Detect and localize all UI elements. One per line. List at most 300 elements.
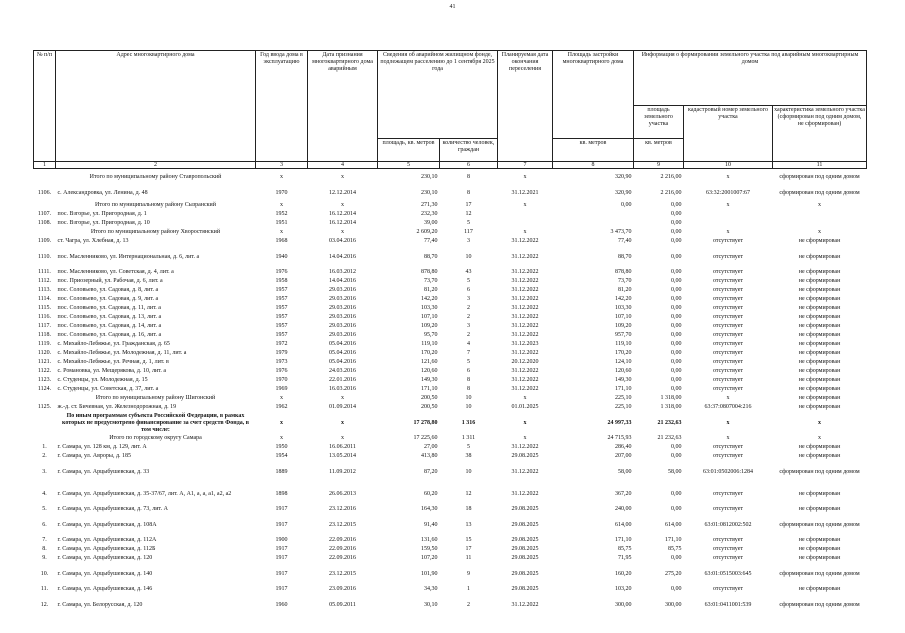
planned-date: 31.12.2022 (511, 305, 539, 311)
column-number: 6 (440, 162, 498, 169)
header-year: Год ввода дома в эксплуатацию (256, 51, 308, 162)
row-number (34, 201, 56, 210)
row-number: 5. (42, 506, 47, 512)
people-count: 5 (467, 278, 470, 284)
building-area: 957,70 (615, 332, 632, 338)
cadastral-number: x (726, 435, 730, 441)
row-number: 1112. (37, 278, 52, 284)
row-number: 1106. (37, 189, 52, 196)
building-area (553, 219, 634, 228)
address: г. Самара, ул. 128 км, д. 129, лит. А (57, 444, 147, 450)
table-row (34, 452, 867, 461)
address: пос. Соловьево, ул. Садовая, д. 8, лит. а (57, 287, 159, 293)
year-built: x (280, 419, 283, 426)
cadastral-number: 63:01:0515003:645 (704, 570, 752, 577)
emergency-date: 05.04.2016 (329, 341, 356, 347)
planned-date: 31.12.2022 (511, 269, 539, 275)
people-count: 17 (465, 546, 472, 552)
land-area: 0,00 (671, 555, 682, 561)
people-count: 4 (467, 341, 470, 347)
year-built: x (280, 229, 283, 235)
table-row (34, 210, 867, 219)
table-row (34, 443, 867, 452)
people-count: 8 (467, 173, 470, 180)
address: Итого по муниципальному району Шигонский (95, 395, 216, 401)
row-number (34, 412, 56, 434)
land-characteristic: сформирован под одним домом (779, 173, 860, 180)
people-count: 3 (467, 296, 470, 302)
year-built: 1973 (275, 359, 288, 365)
area: 230,10 (421, 173, 438, 180)
year-built: 1979 (275, 350, 288, 356)
cadastral-number: 63:01:0812002:502 (704, 521, 752, 528)
people-count: 11 (465, 555, 472, 561)
cadastral-number: x (726, 202, 730, 208)
land-area: 171,10 (665, 537, 682, 543)
people-count: 3 (467, 238, 470, 244)
land-characteristic: не сформирован (798, 506, 841, 512)
land-area: 1 318,00 (660, 395, 682, 401)
table-row (34, 563, 867, 585)
land-characteristic: не сформирован (798, 444, 841, 450)
land-area: 0,00 (671, 341, 682, 347)
land-characteristic: не сформирован (798, 238, 841, 244)
address: ж.-д. ст. Бичевная, ул. Железнодорожная, д. 19 (57, 404, 177, 410)
emergency-date: 12.12.2014 (329, 189, 356, 196)
people-count: 10 (465, 253, 472, 260)
column-number: 4 (308, 162, 378, 169)
address: г. Самара, ул. Авроры, д. 185 (57, 453, 132, 459)
area: 413,80 (421, 453, 438, 459)
header-land-area: площадь земельного участка (634, 106, 684, 139)
land-area: 85,75 (668, 546, 682, 552)
land-area: 2 216,00 (660, 189, 682, 196)
row-number: 12. (40, 601, 49, 608)
land-characteristic: не сформирован (798, 350, 841, 356)
table-row (34, 536, 867, 545)
row-number: 1108. (37, 220, 52, 226)
building-area: 73,70 (618, 278, 632, 284)
address: пос. Соловьево, ул. Садовая, д. 11, лит. а (57, 305, 161, 311)
people-count: 2 (467, 332, 470, 338)
people-count: 2 (467, 314, 470, 320)
land-area: 0,00 (671, 305, 682, 311)
land-characteristic: не сформирован (798, 278, 841, 284)
land-area: 0,00 (671, 238, 682, 244)
year-built: 1917 (275, 506, 288, 512)
planned-date: x (523, 173, 527, 180)
land-characteristic: x (818, 435, 822, 441)
area: 95,70 (424, 332, 438, 338)
building-area: 71,95 (618, 555, 632, 561)
emergency-date: 22.09.2016 (329, 546, 356, 552)
people-count: 6 (467, 287, 470, 293)
subtotal-row (34, 201, 867, 210)
land-characteristic: не сформирован (798, 359, 841, 365)
building-area: 0,00 (621, 202, 632, 208)
housing-table (33, 50, 867, 616)
land-characteristic: не сформирован (798, 341, 841, 347)
emergency-date: 03.04.2016 (329, 238, 356, 244)
land-area: 0,00 (671, 332, 682, 338)
people-count: 5 (467, 444, 470, 450)
emergency-date: 16.03.2012 (329, 269, 356, 275)
header-land-unit: кв. метров (634, 139, 684, 162)
planned-date: 31.12.2022 (511, 238, 539, 244)
year-built: x (280, 395, 283, 401)
column-number-row (34, 162, 867, 169)
emergency-date: 13.05.2014 (329, 453, 356, 459)
land-area: 0,00 (671, 296, 682, 302)
cadastral-number: отсутствует (712, 296, 743, 302)
people-count: 10 (465, 395, 472, 401)
address: с. Студенцы, ул. Советская, д. 37, лит. а (57, 386, 159, 392)
table-row (34, 237, 867, 246)
table-row (34, 403, 867, 412)
planned-date: 29.08.2025 (511, 506, 539, 512)
header-cadastral: кадастровый номер земельного участка (684, 106, 773, 162)
people-count: 17 (465, 202, 472, 208)
land-characteristic: не сформирован (798, 386, 841, 392)
land-area: 0,00 (671, 314, 682, 320)
emergency-date: x (341, 419, 344, 426)
row-number: 1125. (37, 404, 52, 410)
row-number: 1113. (37, 287, 52, 293)
address: г. Самара, ул. Арцыбушевская, д. 120 (57, 555, 153, 561)
cadastral-number: 63:01:0411001:539 (704, 601, 752, 608)
planned-date: 31.12.2022 (511, 296, 539, 302)
cadastral-number: x (726, 395, 730, 401)
land-characteristic: не сформирован (798, 404, 841, 410)
year-built: 1951 (275, 220, 288, 226)
page-number: 41 (449, 4, 456, 10)
building-area: 120,60 (615, 368, 632, 374)
year-built: 1917 (275, 586, 288, 592)
land-characteristic: не сформирован (798, 305, 841, 311)
planned-date: 31.12.2022 (511, 444, 539, 450)
year-built: x (280, 202, 283, 208)
column-number: 9 (634, 162, 684, 169)
address: пос. Приозерный, ул. Рабочая, д. 6, лит. а (57, 278, 163, 284)
land-characteristic: сформирован под одним домом (779, 189, 860, 196)
row-number: 1114. (37, 296, 52, 302)
area: 107,20 (421, 555, 438, 561)
land-area: 2 216,00 (660, 173, 682, 180)
planned-date: 20.12.2020 (511, 359, 539, 365)
building-area: 367,20 (615, 490, 632, 497)
people-count: 9 (467, 570, 470, 577)
address: пос. Взгорье, ул. Пригородная, д. 1 (57, 211, 147, 217)
table-row (34, 246, 867, 268)
land-characteristic: не сформирован (798, 453, 841, 459)
land-characteristic: не сформирован (798, 377, 841, 383)
row-number (34, 228, 56, 237)
emergency-date: 29.03.2016 (329, 323, 356, 329)
address: ст. Чагра, ул. Хлебная, д. 13 (57, 238, 129, 244)
building-area: 225,10 (615, 395, 632, 401)
address: пос. Соловьево, ул. Садовая, д. 16, лит. а (57, 332, 162, 338)
planned-date: 29.08.2025 (511, 521, 539, 528)
address: с. Михайло-Лебяжье, ул. Гражданская, д. 65 (57, 341, 170, 347)
land-area: 0,00 (671, 269, 682, 275)
land-area: 0,00 (671, 586, 682, 592)
area: 34,30 (424, 586, 438, 592)
table-row (34, 313, 867, 322)
header-building-unit: кв. метров (553, 139, 634, 162)
column-number: 1 (34, 162, 56, 169)
row-number: 1115. (37, 305, 52, 311)
area: 73,70 (424, 278, 438, 284)
planned-date: 29.08.2025 (511, 453, 539, 459)
building-area: 119,10 (615, 341, 632, 347)
row-number: 4. (42, 490, 47, 497)
people-count: 10 (465, 404, 472, 410)
cadastral-number: отсутствует (712, 238, 743, 244)
emergency-date: 23.12.2016 (329, 506, 356, 512)
table-row (34, 585, 867, 594)
land-area: 0,00 (671, 229, 682, 235)
land-area: 0,00 (671, 253, 682, 260)
row-number: 9. (42, 555, 47, 561)
address: г. Самара, ул. Белорусская, д. 120 (57, 601, 143, 608)
area: 149,30 (421, 377, 438, 383)
people-count: 1 (467, 586, 470, 592)
building-area: 160,20 (615, 570, 632, 577)
year-built: 1954 (275, 453, 288, 459)
cadastral-number: отсутствует (712, 305, 743, 311)
table-row (34, 505, 867, 514)
address: с. Михайло-Лебяжье, ул. Речная, д. 1, лит. в (57, 359, 169, 365)
emergency-date: 22.09.2016 (329, 537, 356, 543)
area: 230,10 (421, 189, 438, 196)
land-characteristic: x (818, 229, 822, 235)
cadastral-number: отсутствует (712, 332, 743, 338)
cadastral-number: отсутствует (712, 490, 743, 497)
emergency-date: 14.04.2016 (329, 253, 356, 260)
row-number: 1116. (37, 314, 52, 320)
row-number: 7. (42, 537, 47, 543)
emergency-date: 23.12.2015 (329, 521, 356, 528)
planned-date: 31.12.2022 (511, 386, 539, 392)
planned-date: 31.12.2022 (511, 468, 539, 475)
building-area: 58,00 (618, 468, 632, 475)
table-row (34, 376, 867, 385)
planned-date: x (523, 435, 527, 441)
table-row (34, 219, 867, 228)
year-built: 1976 (275, 368, 288, 374)
area: 101,90 (421, 570, 438, 577)
land-area: 0,00 (671, 359, 682, 365)
building-area: 103,30 (615, 305, 632, 311)
planned-date: 29.08.2025 (511, 537, 539, 543)
cadastral-number: отсутствует (712, 444, 743, 450)
planned-date: 31.12.2022 (511, 314, 539, 320)
cadastral-number: отсутствует (712, 555, 743, 561)
land-area: 0,00 (671, 490, 682, 497)
emergency-date: 16.12.2014 (329, 211, 356, 217)
land-area: 1 318,00 (660, 404, 682, 410)
area: 17 278,80 (413, 419, 438, 426)
address: пос. Соловьево, ул. Садовая, д. 14, лит. а (57, 323, 162, 329)
year-built: 1970 (275, 377, 288, 383)
table-row (34, 268, 867, 277)
subtotal-row (34, 412, 867, 434)
subtotal-row (34, 434, 867, 443)
cadastral-number: отсутствует (712, 278, 743, 284)
land-area: 0,00 (671, 453, 682, 459)
land-area: 0,00 (671, 377, 682, 383)
row-number: 1119. (37, 341, 52, 347)
emergency-date: x (341, 173, 344, 180)
column-number: 5 (378, 162, 440, 169)
planned-date: 31.12.2022 (511, 601, 539, 608)
people-count: 1 316 (461, 419, 476, 426)
building-area: 171,10 (615, 537, 632, 543)
row-number (34, 434, 56, 443)
people-count: 10 (465, 468, 472, 475)
year-built: 1917 (275, 570, 288, 577)
table-row (34, 461, 867, 483)
area: 121,60 (421, 359, 438, 365)
year-built: 1960 (275, 601, 288, 608)
cadastral-number: отсутствует (712, 546, 743, 552)
table-row (34, 185, 867, 201)
planned-date: 31.12.2022 (511, 350, 539, 356)
land-characteristic: не сформирован (798, 323, 841, 329)
emergency-date: 23.09.2016 (329, 586, 356, 592)
cadastral-number: отсутствует (712, 377, 743, 383)
address: Итого по муниципальному району Ставропольский (89, 173, 222, 180)
land-characteristic: не сформирован (798, 296, 841, 302)
area: 27,00 (424, 444, 438, 450)
people-count: 38 (465, 453, 472, 459)
land-characteristic: не сформирован (798, 546, 841, 552)
row-number: 2. (42, 453, 47, 459)
planned-date: x (523, 202, 527, 208)
year-built: 1972 (275, 341, 288, 347)
land-characteristic: сформирован под одним домом (779, 570, 860, 577)
emergency-date: 29.03.2016 (329, 296, 356, 302)
land-area: 300,00 (665, 601, 682, 608)
year-built: 1957 (275, 305, 288, 311)
area: 200,50 (421, 395, 438, 401)
area: 103,30 (421, 305, 438, 311)
land-area: 0,00 (671, 386, 682, 392)
area: 142,20 (421, 296, 438, 302)
land-characteristic (773, 219, 867, 228)
emergency-date: 16.03.2016 (329, 386, 356, 392)
address: г. Самара, ул. Арцыбушевская, д. 140 (57, 570, 153, 577)
land-characteristic: не сформирован (798, 555, 841, 561)
address: Итого по муниципальному району Хворостянский (90, 229, 221, 235)
planned-date: 31.12.2022 (511, 368, 539, 374)
building-area: 300,00 (615, 601, 632, 608)
year-built: 1917 (275, 555, 288, 561)
cadastral-number (684, 210, 773, 219)
area: 109,20 (421, 323, 438, 329)
emergency-date: x (341, 229, 344, 235)
row-number: 3. (42, 468, 47, 475)
planned-date: x (523, 229, 527, 235)
cadastral-number: отсутствует (712, 269, 743, 275)
land-characteristic: не сформирован (798, 490, 841, 497)
cadastral-number: отсутствует (712, 586, 743, 592)
building-area: 88,70 (618, 253, 632, 260)
planned-date: x (523, 419, 527, 426)
emergency-date: 23.12.2015 (329, 570, 356, 577)
planned-date: 31.12.2022 (511, 323, 539, 329)
land-characteristic: не сформирован (798, 368, 841, 374)
cadastral-number: отсутствует (712, 506, 743, 512)
building-area: 614,00 (615, 521, 632, 528)
area: 120,60 (421, 368, 438, 374)
land-characteristic: не сформирован (798, 287, 841, 293)
emergency-date: 29.03.2016 (329, 305, 356, 311)
address: пос. Соловьево, ул. Садовая, д. 9, лит. а (57, 296, 159, 302)
people-count: 18 (465, 506, 472, 512)
building-area: 878,80 (615, 269, 632, 275)
cadastral-number: x (726, 173, 730, 180)
building-area: 240,00 (615, 506, 632, 512)
people-count: 1 311 (461, 435, 476, 441)
header-address: Адрес многоквартирного дома (56, 51, 256, 162)
people-count: 6 (467, 368, 470, 374)
address: пос. Масленниково, ул. Интернациональная, д. 6, лит. а (57, 253, 200, 260)
row-number: 6. (42, 521, 47, 528)
land-area: 0,00 (671, 287, 682, 293)
header-housing-info: Сведения об аварийном жилищном фонде, подлежащем расселению до 1 сентября 2025 года (378, 51, 498, 139)
cadastral-number: отсутствует (712, 368, 743, 374)
year-built: 1957 (275, 314, 288, 320)
people-count: 5 (467, 220, 470, 226)
building-area: 170,20 (615, 350, 632, 356)
emergency-date: 01.09.2014 (329, 404, 356, 410)
building-area: 24 715,93 (607, 435, 632, 441)
table-row (34, 340, 867, 349)
planned-date: 29.08.2025 (511, 586, 539, 592)
area: 91,40 (424, 521, 438, 528)
address: г. Самара, ул. Арцыбушевская, д. 146 (57, 586, 153, 592)
people-count: 7 (467, 350, 470, 356)
land-characteristic: x (818, 202, 822, 208)
planned-date: 31.12.2022 (511, 332, 539, 338)
emergency-date: 14.04.2016 (329, 278, 356, 284)
people-count: 2 (467, 305, 470, 311)
year-built: 1940 (275, 253, 288, 260)
emergency-date: 22.09.2016 (329, 555, 356, 561)
column-number: 7 (498, 162, 553, 169)
area: 171,10 (421, 386, 438, 392)
building-area: 103,20 (615, 586, 632, 592)
row-number: 1109. (37, 238, 52, 244)
row-number: 1124. (37, 386, 52, 392)
year-built: 1976 (275, 269, 288, 275)
land-area: 0,00 (671, 211, 682, 217)
emergency-date: 24.03.2016 (329, 368, 356, 374)
building-area: 320,90 (615, 189, 632, 196)
year-built: 1950 (275, 444, 288, 450)
planned-date: 31.12.2022 (511, 377, 539, 383)
area: 77,40 (424, 238, 438, 244)
year-built: x (280, 435, 283, 441)
land-characteristic: не сформирован (798, 395, 841, 401)
area: 81,20 (424, 287, 438, 293)
table-row (34, 349, 867, 358)
land-area: 0,00 (671, 323, 682, 329)
row-number (34, 169, 56, 186)
emergency-date: 29.03.2016 (329, 332, 356, 338)
emergency-date: 29.03.2016 (329, 287, 356, 293)
